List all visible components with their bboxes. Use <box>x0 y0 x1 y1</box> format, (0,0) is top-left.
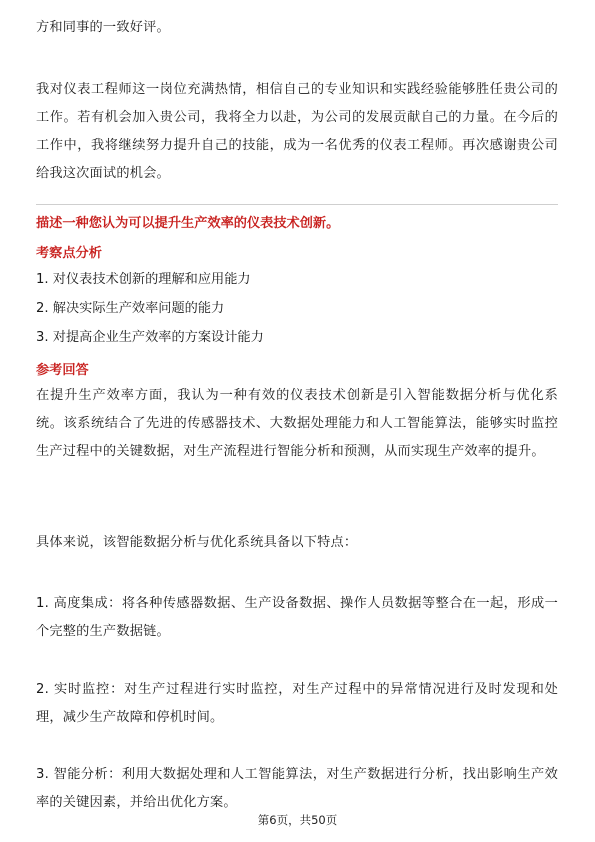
feature-item: 2. 实时监控：对生产过程进行实时监控，对生产过程中的异常情况进行及时发现和处理，减少生产故障和停机时间。 <box>36 682 558 725</box>
answer-heading: 参考回答 <box>36 363 89 378</box>
page-number: 第6页，共50页 <box>257 813 338 827</box>
analysis-heading: 考察点分析 <box>36 246 102 261</box>
paragraph-closing-statement: 我对仪表工程师这一岗位充满热情，相信自己的专业知识和实践经验能够胜任贵公司的工作。若有机会加入贵公司，我将全力以赴，为公司的发展贡献自己的力量。在今后的工作中，我将继续努力提升自己的技能，成为一名优秀的仪表工程师。再次感谢贵公司给我这次面试的机会。 <box>36 82 558 181</box>
analysis-item: 3. 对提高企业生产效率的方案设计能力 <box>36 330 264 345</box>
paragraph-closing-fragment: 方和同事的一致好评。 <box>36 20 170 35</box>
analysis-item: 2. 解决实际生产效率问题的能力 <box>36 301 225 316</box>
feature-item: 3. 智能分析：利用大数据处理和人工智能算法，对生产数据进行分析，找出影响生产效率的关键因素，并给出优化方案。 <box>36 767 558 810</box>
question-title: 描述一种您认为可以提升生产效率的仪表技术创新。 <box>36 216 340 231</box>
answer-intro-paragraph: 在提升生产效率方面，我认为一种有效的仪表技术创新是引入智能数据分析与优化系统。该系统结合了先进的传感器技术、大数据处理能力和人工智能算法，能够实时监控生产过程中的关键数据，对生产流程进行智能分析和预测，从而实现生产效率的提升。 <box>36 388 558 459</box>
feature-item: 1. 高度集成：将各种传感器数据、生产设备数据、操作人员数据等整合在一起，形成一个完整的生产数据链。 <box>36 596 558 639</box>
features-intro-paragraph: 具体来说，该智能数据分析与优化系统具备以下特点： <box>36 535 358 550</box>
section-divider <box>36 204 558 205</box>
analysis-item: 1. 对仪表技术创新的理解和应用能力 <box>36 272 251 287</box>
